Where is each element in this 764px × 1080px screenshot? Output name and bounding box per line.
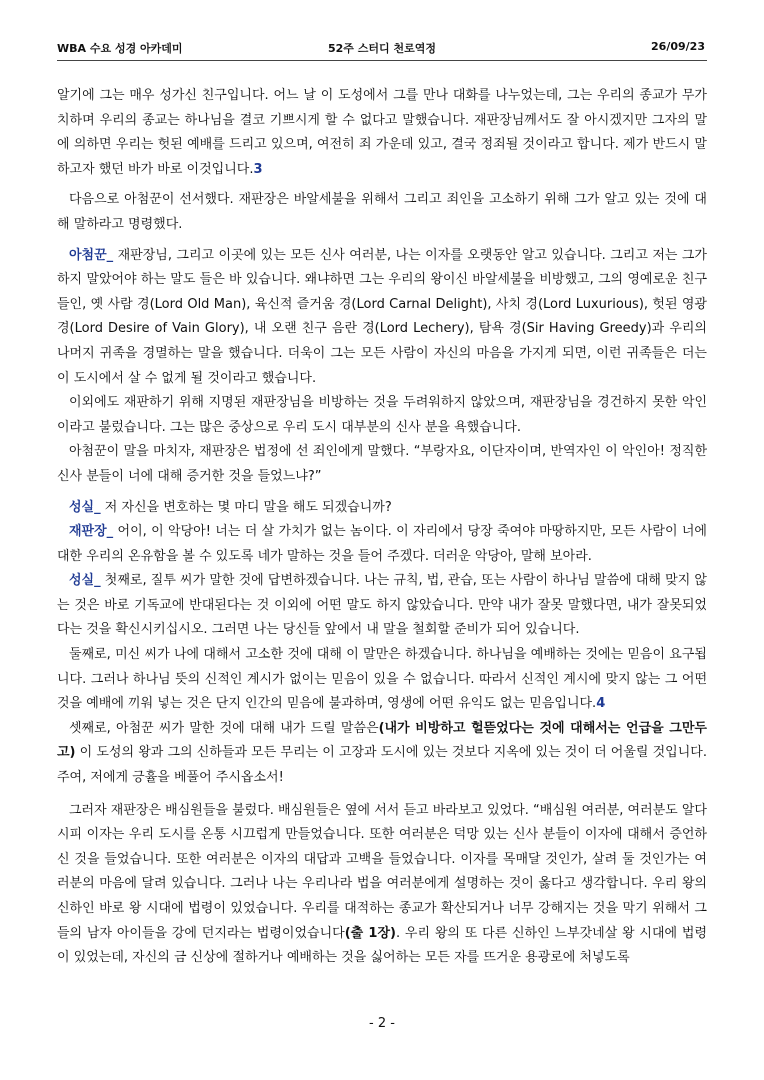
paragraph-1: 알기에 그는 매우 성가신 친구입니다. 어느 날 이 도성에서 그를 만나 대화를 나누었는데, 그는 우리의 종교가 무가치하며 우리의 종교는 하나님을 결코 기쁘시게 할 수 없다고 말했습니다. 재판장님께서도 잘 아시겠지만 그자의 말에 의하면 우리는 헛된 예배를 드리고 있으며, 여전히 죄 가운데 있고, 결국 정죄될 것이라고 합니다. 제가 반드시 말하고자 했던 바가 바로 이것입니다.3 — [57, 88, 707, 177]
paragraph-2: 다음으로 아첨꾼이 선서했다. 재판장은 바알세불을 위해서 그리고 죄인을 고소하기 위해 그가 알고 있는 것에 대해 말하라고 명령했다. — [57, 192, 707, 232]
paragraph-6: 성실_ 저 자신을 변호하는 몇 마디 말을 해도 되겠습니까? — [69, 499, 392, 515]
page-number: - 2 - — [369, 1016, 395, 1031]
paragraph-11: 그러자 재판장은 배심원들을 불렀다. 배심원들은 옆에 서서 듣고 바라보고 있었다. “배심원 여러분, 여러분도 알다시피 이자는 우리 도시를 온통 시끄럽게 만들었습니다. 또한 여러분은 덕망 있는 신사 분들이 이자에 대해서 증언하신 것을 들었습니다. 또한 여러분은 이자의 대답과 고백을 들었습니다. 이자를 목매달 것인가, 살려 둘 것인가는 여러분의 마음에 달려 있습니다. 그러나 나는 우리나라 법을 여러분에게 설명하는 것이 옳다고 생각합니다. 우리 왕의 신하인 바로 왕 시대에 법령이 있었습니다. 우리를 대적하는 종교가 확산되거나 너무 강해지는 것을 막기 위해서 그들의 남자 아이들을 강에 던지라는 법령이었습니다(출 1장). 우리 왕의 또 다른 신하인 느부갓네살 왕 시대에 법령이 있었는데, 자신의 금 신상에 절하거나 예배하는 것을 싫어하는 모든 자를 뜨거운 용광로에 처넣도록 — [57, 802, 708, 966]
bible-reference: (출 1장) — [344, 925, 396, 941]
paragraph-9: 둘째로, 미신 씨가 나에 대해서 고소한 것에 대해 이 말만은 하겠습니다. 하나님을 예배하는 것에는 믿음이 요구됩니다. 그러나 하나님 뜻의 신적인 계시가 없이는 믿음이 있을 수 없습니다. 따라서 신적인 계시에 맞지 않는 그 어떤 것을 예배에 끼워 넣는 것은 단지 인간의 믿음에 불과하며, 영생에 어떤 유익도 없는 믿음입니다.4 — [57, 647, 707, 712]
document-body — [57, 84, 707, 971]
footnote-3: 3 — [253, 161, 263, 177]
bold-aside: (내가 비방하고 헐뜯었다는 것에 대해서는 언급을 그만두고) — [57, 720, 707, 761]
paragraph-10: 셋째로, 아첨꾼 씨가 말한 것에 대해 내가 드릴 말씀은(내가 비방하고 헐뜯었다는 것에 대해서는 언급을 그만두고) 이 도성의 왕과 그의 신하들과 모든 무리는 이 고장과 도시에 있는 것보다 지옥에 있는 것이 더 어울릴 것입니다. 주여, 저에게 긍휼을 베풀어 주시옵소서! — [57, 720, 707, 786]
paragraph-8: 성실_ 첫째로, 질투 씨가 말한 것에 답변하겠습니다. 나는 규칙, 법, 관습, 또는 사람이 하나님 말씀에 대해 맞지 않는 것은 바로 기독교에 반대된다는 것 이외에 어떤 말도 하지 않았습니다. 만약 내가 잘못 말했다면, 내가 잘못되었다는 것을 확신시키십시오. 그러면 나는 당신들 앞에서 내 말을 철회할 준비가 되어 있습니다. — [57, 573, 707, 638]
speaker-label: 재판장_ — [69, 524, 114, 540]
speaker-label: 아첨꾼_ — [69, 247, 114, 263]
header-left-title: WBA 수요 성경 아카데미 — [57, 42, 183, 55]
paragraph-3: 아첨꾼_ 재판장님, 그리고 이곳에 있는 모든 신사 여러분, 나는 이자를 오랫동안 알고 있습니다. 그리고 저는 그가 하지 말았어야 하는 말도 들은 바 있습니다. 왜냐하면 그는 우리의 왕이신 바알세불을 비방했고, 그의 영예로운 친구들인, 옛 사람 경(Lord Old Man), 육신적 즐거움 경(Lord Carnal Delight), 사치 경(Lord Luxurious), 헛된 영광 경(Lord Desire of Vain Glory), 내 오랜 친구 음란 경(Lord Lechery), 탐욕 경(Sir Having Greedy)과 우리의 나머지 귀족을 경멸하는 말을 했습니다. 더욱이 그는 모든 사람이 자신의 마음을 가지게 되면, 이런 귀족들은 더는 이 도시에서 살 수 없게 될 것이라고 했습니다. — [57, 247, 707, 386]
speaker-label: 성실_ — [69, 573, 101, 589]
footnote-4: 4 — [596, 696, 606, 712]
page-header — [57, 38, 707, 61]
paragraph-7: 재판장_ 어이, 이 악당아! 너는 더 살 가치가 없는 놈이다. 이 자리에서 당장 죽여야 마땅하지만, 모든 사람이 너에 대한 우리의 온유함을 볼 수 있도록 네가 말하는 것을 들어 주겠다. 더러운 악당아, 말해 보아라. — [57, 524, 707, 564]
paragraph-4: 이외에도 재판하기 위해 지명된 재판장님을 비방하는 것을 두려워하지 않았으며, 재판장님을 경건하지 못한 악인이라고 불렀습니다. 그는 많은 중상으로 우리 도시 대부분의 신사 분을 욕했습니다. — [57, 395, 707, 435]
header-center-title: 52주 스터디 천로역정 — [328, 42, 436, 55]
speaker-label: 성실_ — [69, 499, 101, 515]
paragraph-5: 아첨꾼이 말을 마치자, 재판장은 법정에 선 죄인에게 말했다. “부랑자요, 이단자이며, 반역자인 이 악인아! 정직한 신사 분들이 너에 대해 증거한 것을 들었느냐?” — [57, 444, 707, 484]
header-date: 26/09/23 — [651, 40, 705, 53]
